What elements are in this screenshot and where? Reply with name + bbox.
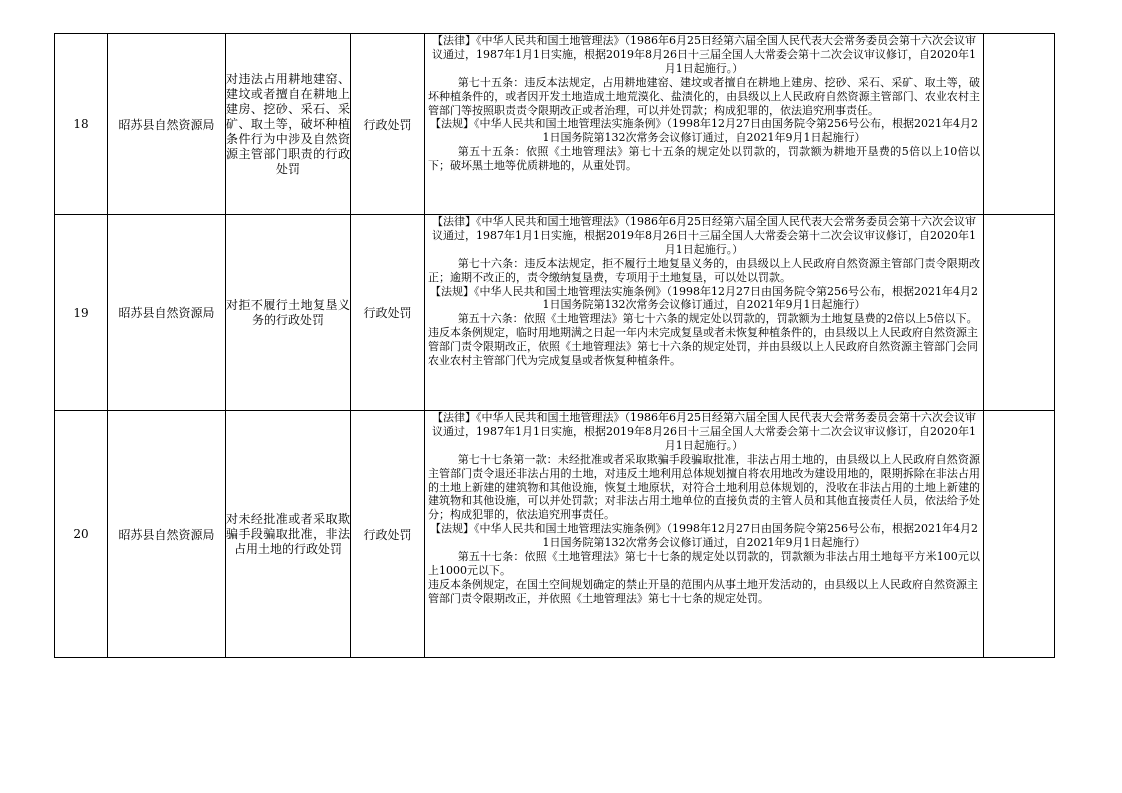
penalty-item [226, 215, 351, 411]
row-number: 20 [55, 411, 108, 658]
regulation-citation: 【法规】《中华人民共和国土地管理法实施条例》（1998年12月27日由国务院令第256号公布，根据2021年4月21日国务院第132次常务会议修订通过，自2021年9月1日起施行） [430, 117, 978, 145]
law-article: 第七十六条：违反本法规定，拒不履行土地复垦义务的，由县级以上人民政府自然资源主管部门责令限期改正；逾期不改正的，责令缴纳复垦费，专项用于土地复垦，可以处以罚款。 [428, 256, 980, 284]
department-name: 昭苏县自然资源局 [108, 215, 226, 411]
legal-basis [425, 215, 984, 411]
law-article: 第七十七条第一款：未经批准或者采取欺骗手段骗取批准，非法占用土地的，由县级以上人民政府自然资源主管部门责令退还非法占用的土地，对违反土地利用总体规划擅自将农用地改为建设用地的，限期拆除在非法占用的土地上新建的建筑物和其他设施，恢复土地原状，对符合土地利用总体规划的，没收在非法占用的土地上新建的建筑物和其他设施，可以并处罚款；对非法占用土地单位的直接负责的主管人员和其他直接责任人员，依法给予处分；构成犯罪的，依法追究刑事责任。 [428, 452, 980, 522]
remarks-cell [984, 34, 1055, 215]
regulation-clause: 违反本条例规定，在国土空间规划确定的禁止开垦的范围内从事土地开发活动的，由县级以上人民政府自然资源主管部门责令限期改正，并依照《土地管理法》第七十七条的规定处罚。 [428, 577, 978, 605]
regulation-citation: 【法规】《中华人民共和国土地管理法实施条例》（1998年12月27日由国务院令第256号公布，根据2021年4月21日国务院第132次常务会议修订通过，自2021年9月1日起施行） [430, 522, 978, 550]
regulation-article: 第五十五条：依照《土地管理法》第七十五条的规定处以罚款的，罚款额为耕地开垦费的5倍以上10倍以下；破坏黑土地等优质耕地的，从重处罚。 [428, 145, 980, 173]
penalty-item-text: 对未经批准或者采取欺骗手段骗取批准，非法占用土地的行政处罚 [226, 511, 350, 556]
regulation-clause: 违反本条例规定，临时用地期满之日起一年内未完成复垦或者未恢复种植条件的，由县级以上人民政府自然资源主管部门责令限期改正，依照《土地管理法》第七十六条的规定处罚，并由县级以上人民政府自然资源主管部门会同农业农村主管部门代为完成复垦或者恢复种植条件。 [428, 326, 978, 368]
penalty-item-text: 对违法占用耕地建窑、建坟或者擅自在耕地上建房、挖砂、采石、采矿、取土等，破坏种植条件行为中涉及自然资源主管部门职责的行政处罚 [226, 71, 350, 176]
department-name: 昭苏县自然资源局 [108, 34, 226, 215]
law-citation: 【法律】《中华人民共和国土地管理法》（1986年6月25日经第六届全国人民代表大会常务委员会第十六次会议审议通过，1987年1月1日实施，根据2019年8月26日十三届全国人大常委会第十二次会议审议修订，自2020年1月1日起施行。） [432, 215, 976, 256]
penalty-item [226, 34, 351, 215]
regulation-article: 第五十七条：依照《土地管理法》第七十七条的规定处以罚款的，罚款额为非法占用土地每平方米100元以上1000元以下。 [428, 550, 980, 577]
table-row [55, 411, 1055, 658]
law-article: 第七十五条：违反本法规定，占用耕地建窑、建坟或者擅自在耕地上建房、挖砂、采石、采矿、取土等，破坏种植条件的，或者因开发土地造成土地荒漠化、盐渍化的，由县级以上人民政府自然资源主管部门、农业农村主管部门等按照职责责令限期改正或者治理，可以并处罚款；构成犯罪的，依法追究刑事责任。 [428, 75, 980, 117]
remarks-cell [984, 411, 1055, 658]
remarks-cell [984, 215, 1055, 411]
penalty-item-text: 对拒不履行土地复垦义务的行政处罚 [226, 297, 350, 327]
legal-basis [425, 411, 984, 658]
penalty-item [226, 411, 351, 658]
regulation-citation: 【法规】《中华人民共和国土地管理法实施条例》（1998年12月27日由国务院令第256号公布，根据2021年4月21日国务院第132次常务会议修订通过，自2021年9月1日起施行） [430, 284, 978, 312]
table-row [55, 215, 1055, 411]
row-number: 19 [55, 215, 108, 411]
penalty-table [54, 33, 1055, 658]
row-number: 18 [55, 34, 108, 215]
penalty-type: 行政处罚 [351, 34, 425, 215]
law-citation: 【法律】《中华人民共和国土地管理法》（1986年6月25日经第六届全国人民代表大会常务委员会第十六次会议审议通过，1987年1月1日实施，根据2019年8月26日十三届全国人大常委会第十二次会议审议修订，自2020年1月1日起施行。） [432, 34, 976, 75]
table-row [55, 34, 1055, 215]
penalty-type: 行政处罚 [351, 215, 425, 411]
department-name: 昭苏县自然资源局 [108, 411, 226, 658]
penalty-type: 行政处罚 [351, 411, 425, 658]
law-citation: 【法律】《中华人民共和国土地管理法》（1986年6月25日经第六届全国人民代表大会常务委员会第十六次会议审议通过，1987年1月1日实施，根据2019年8月26日十三届全国人大常委会第十二次会议审议修订，自2020年1月1日起施行。） [432, 411, 976, 452]
legal-basis [425, 34, 984, 215]
regulation-article: 第五十六条：依照《土地管理法》第七十六条的规定处以罚款的，罚款额为土地复垦费的2倍以上5倍以下。 [457, 312, 978, 326]
